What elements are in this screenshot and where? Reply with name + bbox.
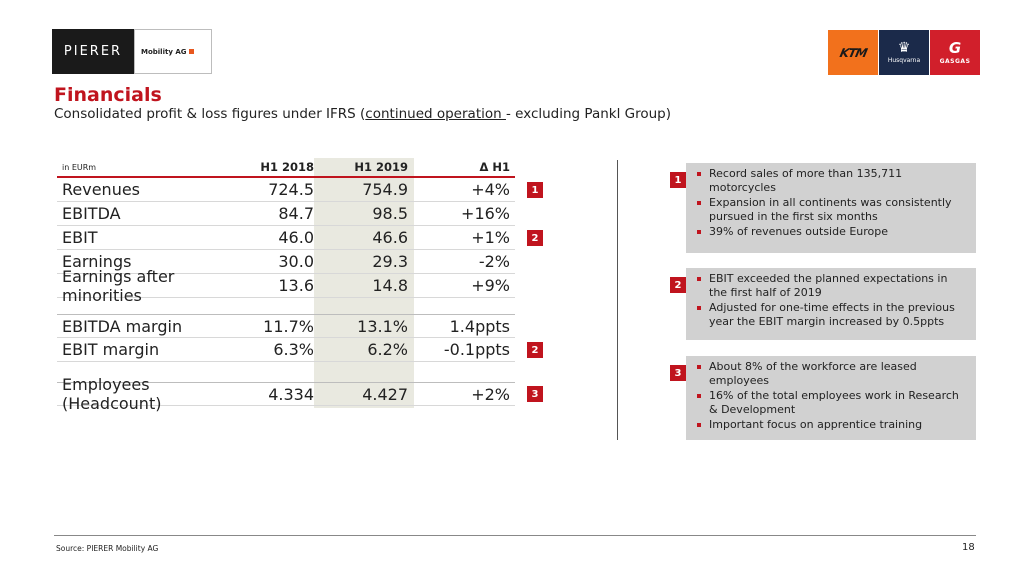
note-bullet: Important focus on apprentice training bbox=[696, 418, 968, 432]
marker-employees: 3 bbox=[527, 386, 543, 402]
marker-revenues: 1 bbox=[527, 182, 543, 198]
row-value-2019: 754.9 bbox=[362, 180, 408, 199]
gasgas-label: GASGAS bbox=[939, 58, 971, 65]
page-title: Financials bbox=[54, 84, 162, 106]
row-value-2019: 29.3 bbox=[372, 252, 408, 271]
table-row bbox=[57, 266, 515, 305]
row-value-2018: 6.3% bbox=[273, 340, 314, 359]
row-label: EBIT margin bbox=[62, 340, 160, 359]
col-delta: Δ H1 bbox=[479, 160, 510, 174]
row-value-2019: 4.427 bbox=[362, 384, 408, 404]
row-label: Earnings after minorities bbox=[62, 266, 175, 305]
row-value-2018: 84.7 bbox=[278, 204, 314, 223]
note-marker-3: 3 bbox=[670, 365, 686, 381]
row-value-2019: 98.5 bbox=[372, 204, 408, 223]
row-value-2019: 14.8 bbox=[372, 276, 408, 295]
divider-line bbox=[617, 160, 618, 440]
row-value-2018: 13.6 bbox=[278, 276, 314, 295]
row-delta: +9% bbox=[471, 276, 510, 295]
row-value-2018: 46.0 bbox=[278, 228, 314, 247]
husqvarna-label: Husqvarna bbox=[887, 57, 921, 64]
subtitle-prefix: Consolidated profit & loss figures under IFRS ( bbox=[54, 106, 366, 122]
company-sub: Mobility AG bbox=[141, 47, 187, 56]
ktm-label: KTM bbox=[838, 45, 868, 60]
row-value-2018: 4.334 bbox=[268, 384, 314, 404]
subtitle-underlined: continued operation bbox=[365, 106, 506, 122]
row-value-2018: 724.5 bbox=[268, 180, 314, 199]
subtitle-suffix: - excluding Pankl Group) bbox=[505, 106, 672, 122]
crown-icon: ♛ bbox=[897, 40, 911, 56]
footer-divider bbox=[54, 535, 976, 536]
unit-label: in EURm bbox=[62, 162, 97, 172]
note-box-1 bbox=[686, 163, 976, 253]
orange-square-icon bbox=[189, 49, 194, 54]
note-bullet: 39% of revenues outside Europe bbox=[696, 225, 968, 239]
row-label: Revenues bbox=[62, 180, 141, 199]
col-h1-2019: H1 2019 bbox=[354, 160, 408, 174]
row-value-2018: 11.7% bbox=[263, 316, 314, 336]
mobility-ag-logo bbox=[134, 29, 212, 74]
row-delta: +1% bbox=[471, 228, 510, 247]
husqvarna-logo bbox=[879, 30, 929, 75]
table-row bbox=[57, 226, 515, 250]
note-bullet: Adjusted for one-time effects in the previous year the EBIT margin increased by 0.5ppts bbox=[696, 301, 968, 329]
row-value-2019: 46.6 bbox=[372, 228, 408, 247]
note-bullet: About 8% of the workforce are leased employees bbox=[696, 360, 968, 388]
note-box-3 bbox=[686, 356, 976, 440]
note-bullet: 16% of the total employees work in Research & Development bbox=[696, 389, 968, 417]
ktm-logo bbox=[828, 30, 878, 75]
row-delta: -0.1ppts bbox=[443, 340, 510, 359]
col-h1-2018: H1 2018 bbox=[260, 160, 314, 174]
pierer-logo bbox=[52, 29, 134, 74]
table-row bbox=[57, 202, 515, 226]
gasgas-logo bbox=[930, 30, 980, 75]
row-value-2019: 13.1% bbox=[357, 316, 408, 336]
row-delta: +2% bbox=[471, 384, 510, 404]
row-label: Employees (Headcount) bbox=[62, 375, 162, 413]
row-delta: +16% bbox=[461, 204, 510, 223]
row-value-2018: 30.0 bbox=[278, 252, 314, 271]
row-label: Earnings bbox=[62, 252, 132, 271]
table-row bbox=[57, 338, 515, 362]
page-subtitle bbox=[54, 106, 671, 122]
note-marker-1: 1 bbox=[670, 172, 686, 188]
table-row bbox=[57, 314, 515, 338]
table-row bbox=[57, 375, 515, 413]
marker-ebit-margin: 2 bbox=[527, 342, 543, 358]
note-bullet: EBIT exceeded the planned expectations in the first half of 2019 bbox=[696, 272, 968, 300]
source-note: Source: PIERER Mobility AG bbox=[56, 544, 159, 553]
row-delta: -2% bbox=[478, 252, 510, 271]
note-box-2 bbox=[686, 268, 976, 340]
row-label: EBITDA bbox=[62, 204, 121, 223]
row-value-2019: 6.2% bbox=[367, 340, 408, 359]
note-marker-2: 2 bbox=[670, 277, 686, 293]
row-delta: 1.4ppts bbox=[449, 316, 510, 336]
table-row bbox=[57, 178, 515, 202]
row-delta: +4% bbox=[471, 180, 510, 199]
row-label: EBIT bbox=[62, 228, 98, 247]
note-bullet: Record sales of more than 135,711 motorcycles bbox=[696, 167, 968, 195]
company-name: PIERER bbox=[63, 44, 123, 59]
marker-ebit: 2 bbox=[527, 230, 543, 246]
page-number: 18 bbox=[962, 542, 975, 553]
table-header bbox=[57, 158, 515, 178]
gasgas-g-icon: G bbox=[948, 39, 962, 57]
note-bullet: Expansion in all continents was consistently pursued in the first six months bbox=[696, 196, 968, 224]
row-label: EBITDA margin bbox=[62, 316, 183, 336]
